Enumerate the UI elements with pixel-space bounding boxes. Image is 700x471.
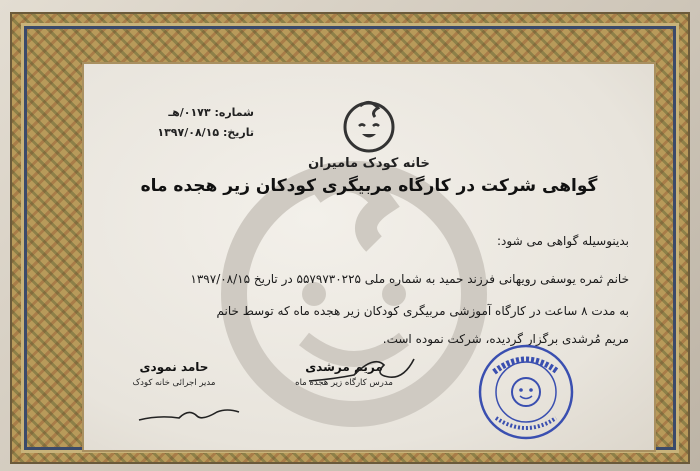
signatory-1-name: حامد نمودی [139,360,209,374]
body-line-3: مریم مُرشدی برگزار گردیده، شرکت نموده است. [382,332,629,346]
certificate-title: گواهی شرکت در کارگاه مربیگری کودکان زیر هجده ماه [140,176,598,196]
ornamental-frame [10,12,690,464]
signatory-2-role: مدرس کارگاه زیر هجده ماه [295,378,393,388]
signatory-2-name: مریم مرشدی [305,360,383,374]
baby-face-logo [336,94,402,154]
signature-2 [299,346,419,391]
intro-line: بدینوسیله گواهی می شود: [497,234,629,248]
certificate-paper [82,62,656,452]
org-name: خانه کودک مامیران [308,156,430,171]
body-line-2: به مدت ۸ ساعت در کارگاه آموزشی مربیگری کودکان زیر هجده ماه که توسط خانم [216,304,629,318]
certificate-date: تاریخ: ۱۳۹۷/۰۸/۱۵ [157,126,254,139]
official-stamp [476,342,576,442]
signature-1 [134,390,244,430]
body-line-1: خانم ثمره یوسفی رویهانی فرزند حمید به شماره ملی ۵۵۷۹۷۳۰۲۲۵ در تاریخ ۱۳۹۷/۰۸/۱۵ [190,272,629,286]
signatory-1-role: مدیر اجرائی خانه کودک [132,378,216,388]
certificate-number: شماره: ۰۱۷۳/هـ [168,106,254,119]
